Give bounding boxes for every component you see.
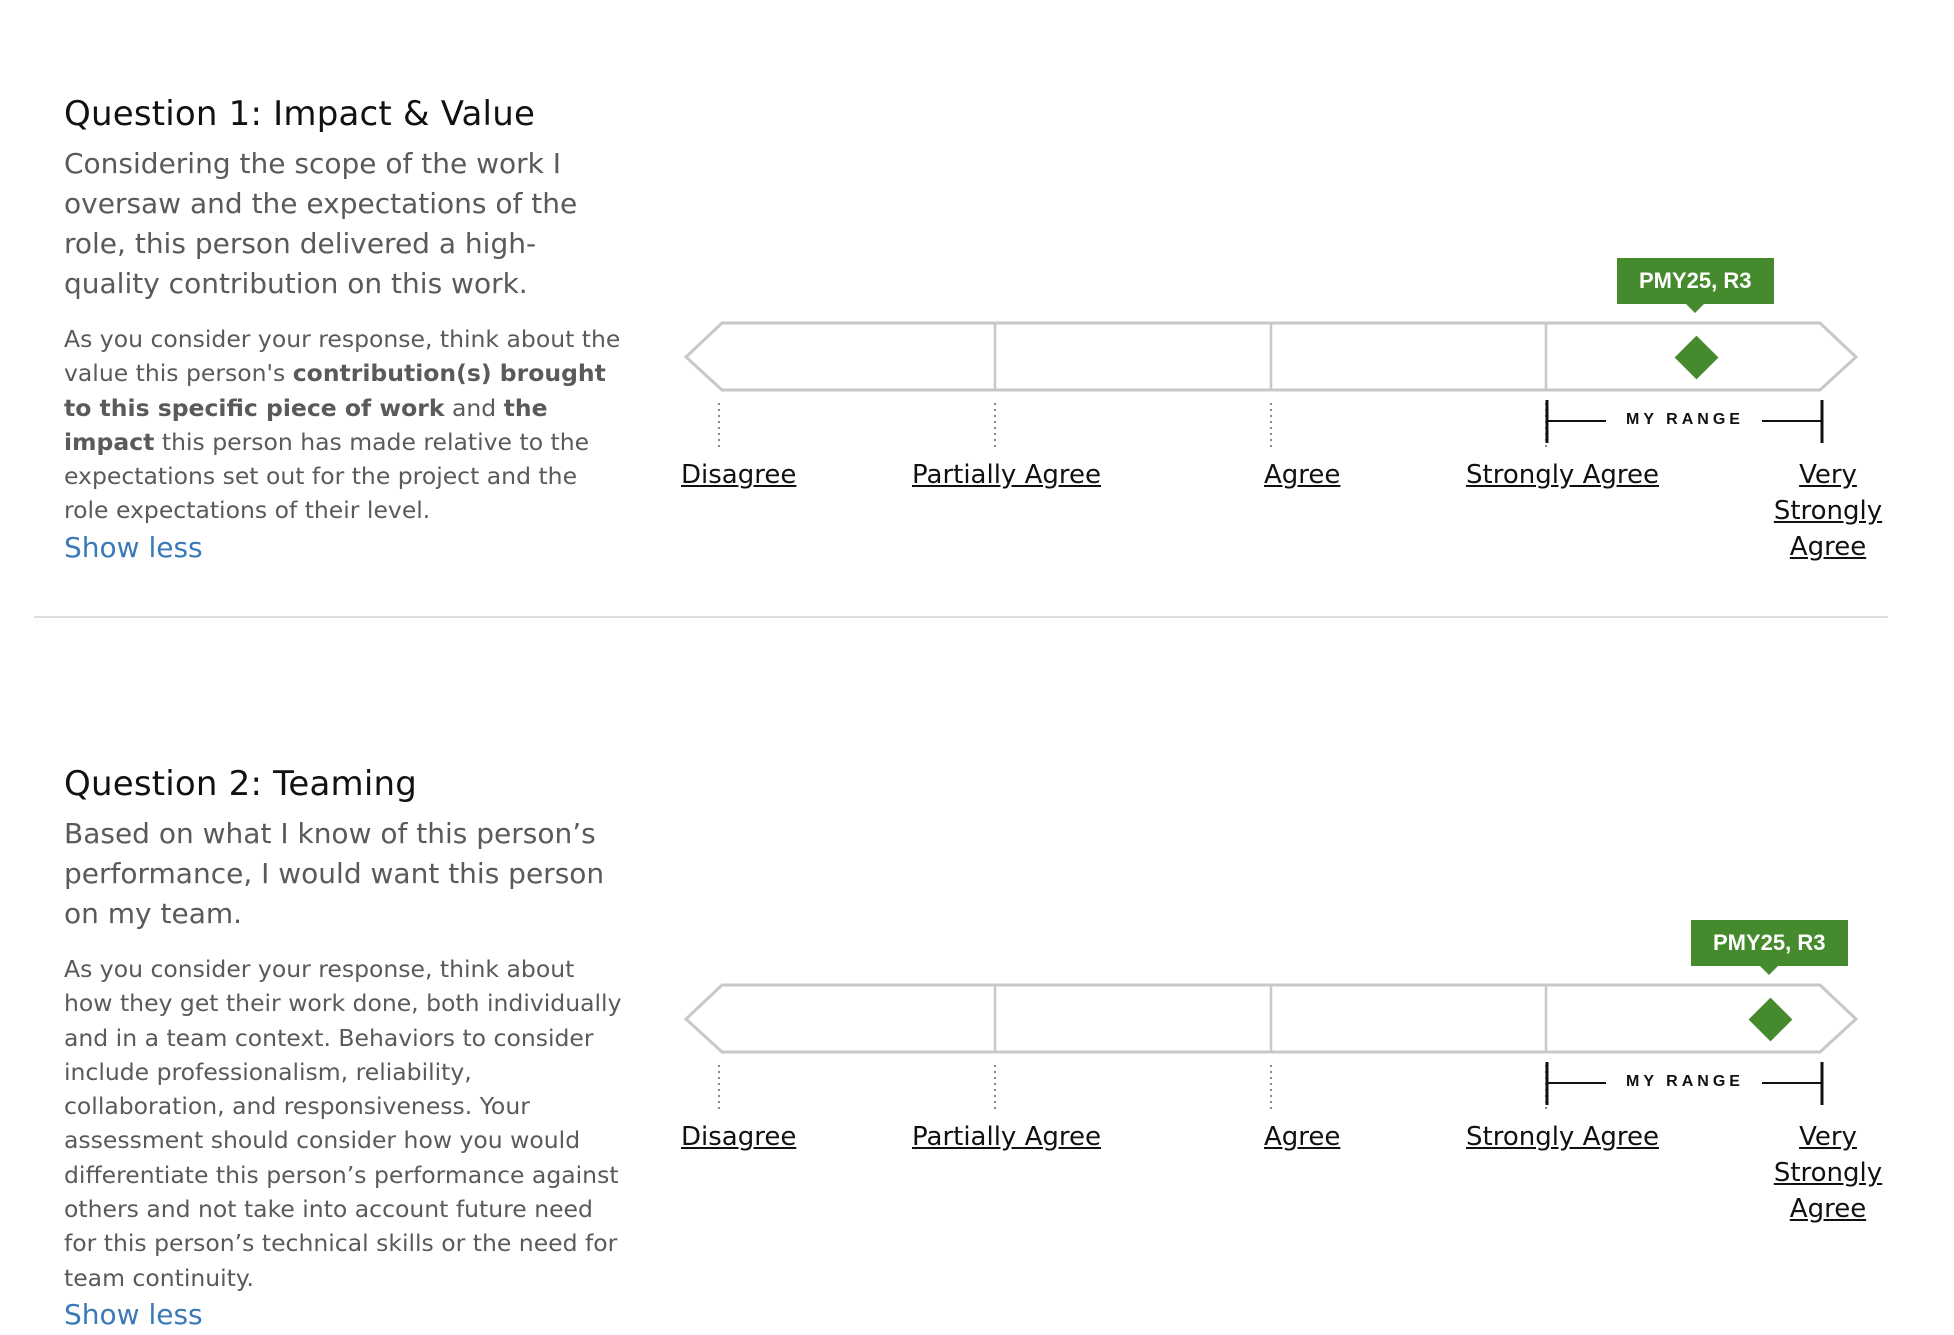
scale-label-strongly-agree[interactable]: Strongly Agree [1466,1122,1659,1152]
question-guidance: As you consider your response, think about the value this person's contribution(s) brought to this specific piece of work and the impact this person has made relative to the expectations set out for the project and the role expectations of their level. [64,325,621,525]
scale-label-agree[interactable]: Agree [1264,1122,1341,1152]
question-title: Question 2: Teaming [64,764,418,804]
rating-marker-label: PMY25, R3 [1691,920,1848,966]
show-less-link[interactable]: Show less [64,530,203,564]
question-2 [0,620,1954,1331]
scale-label-partially-agree[interactable]: Partially Agree [912,1122,1101,1152]
scale-label-very-strongly-agree[interactable]: Very Strongly Agree [1773,1122,1883,1224]
scale-label-strongly-agree[interactable]: Strongly Agree [1466,460,1659,490]
my-range-label: MY RANGE [1626,1073,1744,1090]
scale-label-partially-agree[interactable]: Partially Agree [912,460,1101,490]
scale-label-disagree[interactable]: Disagree [681,1122,797,1152]
question-2-text [64,762,626,1335]
show-less-link[interactable]: Show less [64,1297,203,1331]
scale-label-disagree[interactable]: Disagree [681,460,797,490]
section-divider [34,616,1888,618]
my-range-label: MY RANGE [1626,411,1744,428]
rating-scale-q1 [680,255,1954,562]
question-guidance: As you consider your response, think about how they get their work done, both individually and in a team context. Behaviors to consider include professionalism, reliability, collaboration, and responsiveness. Your assessment should consider how you would differentiate this person’s performance against others and not take into account future need for this person’s technical skills or the need for team continuity. [64,955,622,1292]
scale-label-agree[interactable]: Agree [1264,460,1341,490]
rating-scale-q2 [680,917,1954,1224]
scale-label-very-strongly-agree[interactable]: Very Strongly Agree [1773,460,1883,562]
question-title: Question 1: Impact & Value [64,94,536,134]
question-1 [0,0,1954,620]
question-1-text [64,92,626,568]
question-statement: Considering the scope of the work I oversaw and the expectations of the role, this person delivered a high-quality contribution on this work. [64,147,578,300]
question-statement: Based on what I know of this person’s performance, I would want this person on my team. [64,817,605,930]
rating-marker-label: PMY25, R3 [1617,258,1774,304]
